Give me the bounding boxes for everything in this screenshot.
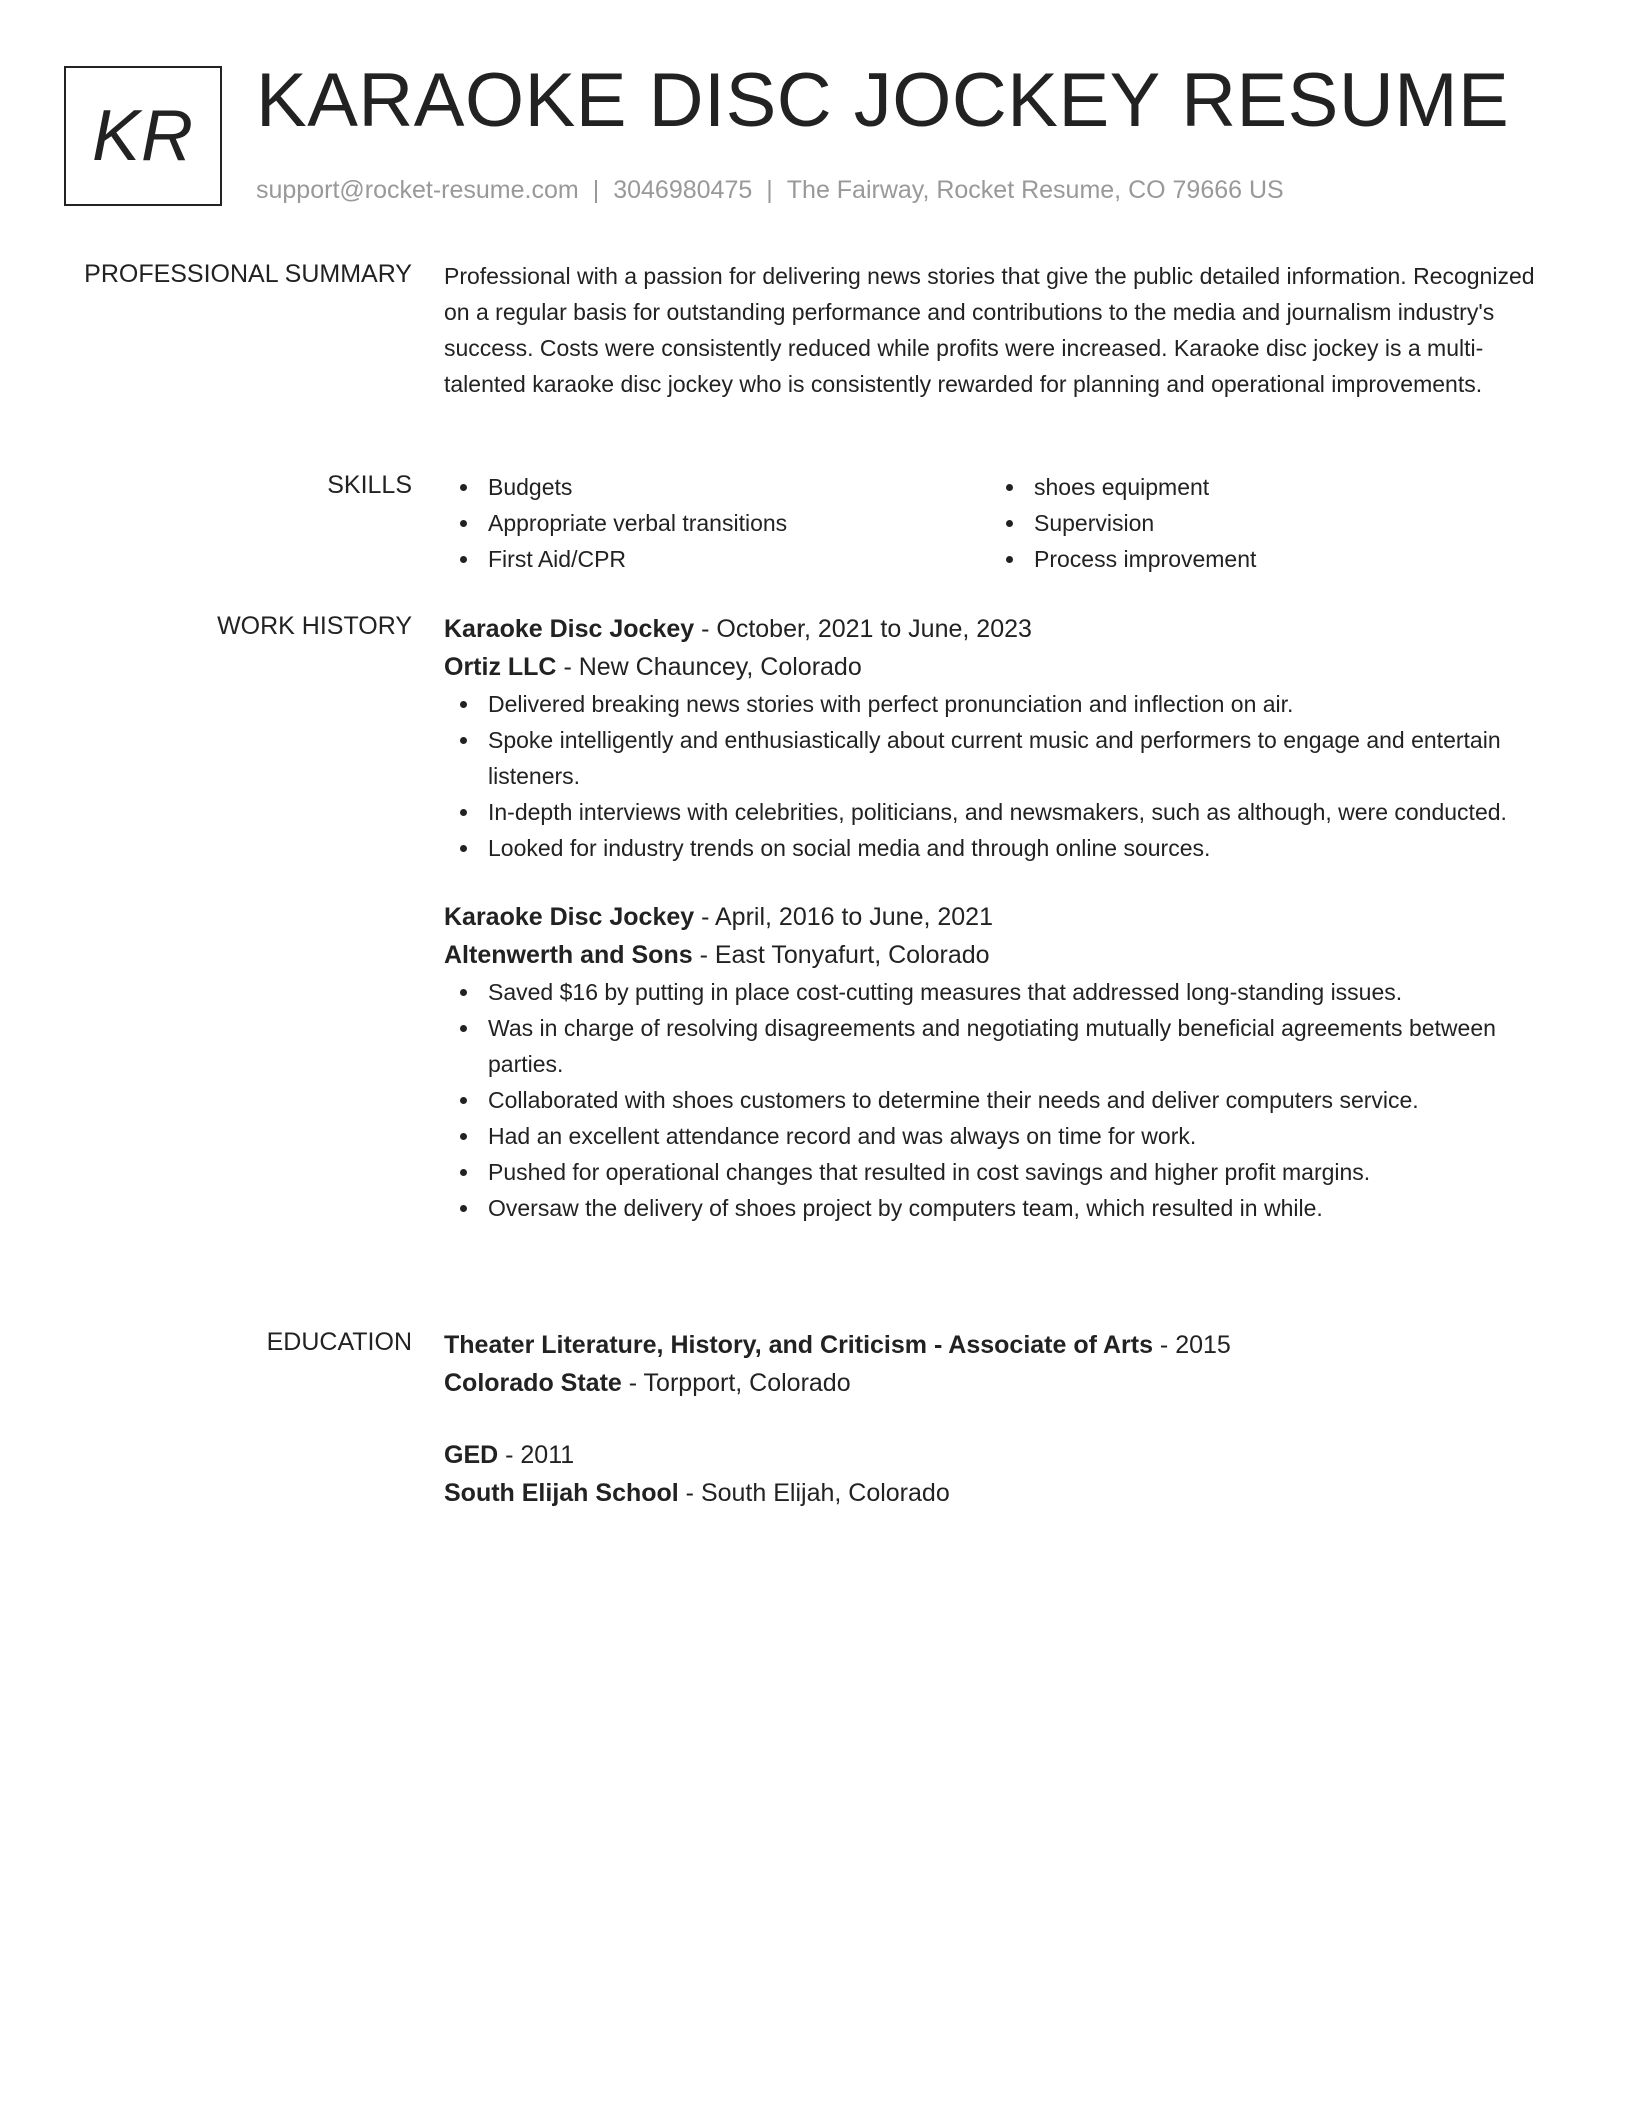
job-title-line bbox=[444, 610, 1564, 648]
education-school: South Elijah School bbox=[444, 1479, 679, 1507]
job-company-line bbox=[444, 936, 1564, 974]
contact-separator: | bbox=[592, 176, 600, 204]
section-heading-work-history: WORK HISTORY bbox=[217, 612, 412, 640]
contact-line bbox=[256, 174, 1284, 206]
job-bullet: Looked for industry trends on social media and through online sources. bbox=[444, 830, 1564, 866]
job-entry bbox=[444, 610, 1564, 866]
skill-item: Supervision bbox=[990, 505, 1536, 541]
education-degree: GED bbox=[444, 1441, 499, 1469]
monogram-box bbox=[64, 66, 222, 206]
section-heading-skills: SKILLS bbox=[327, 471, 412, 499]
education-entry bbox=[444, 1436, 1564, 1512]
skill-item: Budgets bbox=[444, 469, 990, 505]
contact-email: support@rocket-resume.com bbox=[256, 176, 579, 204]
job-bullet: In-depth interviews with celebrities, politicians, and newsmakers, such as although, were conducted. bbox=[444, 794, 1564, 830]
education-entry bbox=[444, 1326, 1564, 1402]
job-bullet: Collaborated with shoes customers to determine their needs and deliver computers service. bbox=[444, 1082, 1564, 1118]
job-title-line bbox=[444, 898, 1564, 936]
contact-address: The Fairway, Rocket Resume, CO 79666 US bbox=[786, 176, 1284, 204]
job-bullet: Was in charge of resolving disagreements and negotiating mutually beneficial agreements between parties. bbox=[444, 1010, 1564, 1082]
job-company: Ortiz LLC bbox=[444, 653, 557, 681]
education-school: Colorado State bbox=[444, 1369, 622, 1397]
skill-item: shoes equipment bbox=[990, 469, 1536, 505]
summary-text: Professional with a passion for delivering news stories that give the public detailed information. Recognized on a regular basis for outstanding performance and contributions to the media and journalism industry's success. Costs were consistently reduced while profits were increased. Karaoke disc jockey is a multi-talented karaoke disc jockey who is consistently rewarded for planning and operational improvements. bbox=[444, 263, 1535, 397]
monogram-initials: KR bbox=[91, 96, 195, 176]
job-bullet: Spoke intelligently and enthusiastically about current music and performers to engage and entertain listeners. bbox=[444, 722, 1564, 794]
education-year: - 2015 bbox=[1152, 1331, 1231, 1359]
job-company: Altenwerth and Sons bbox=[444, 941, 693, 969]
job-location: - New Chauncey, Colorado bbox=[556, 653, 862, 681]
contact-phone: 3046980475 bbox=[613, 176, 753, 204]
education-school-line bbox=[444, 1474, 1564, 1512]
skills-column-right bbox=[990, 469, 1536, 577]
skill-item: Appropriate verbal transitions bbox=[444, 505, 990, 541]
education-year: - 2011 bbox=[498, 1441, 575, 1469]
job-dates: - April, 2016 to June, 2021 bbox=[694, 903, 993, 931]
job-bullet: Oversaw the delivery of shoes project by computers team, which resulted in while. bbox=[444, 1190, 1564, 1226]
contact-separator: | bbox=[766, 176, 773, 204]
job-bullet: Saved $16 by putting in place cost-cutting measures that addressed long-standing issues. bbox=[444, 974, 1564, 1010]
job-bullet: Pushed for operational changes that resulted in cost savings and higher profit margins. bbox=[444, 1154, 1564, 1190]
skills-column-left bbox=[444, 469, 990, 577]
education-location: - South Elijah, Colorado bbox=[678, 1479, 950, 1507]
resume-title: KARAOKE DISC JOCKEY RESUME bbox=[256, 58, 1510, 143]
job-title: Karaoke Disc Jockey bbox=[444, 903, 695, 931]
skill-item: First Aid/CPR bbox=[444, 541, 990, 577]
job-company-line bbox=[444, 648, 1564, 686]
job-entry bbox=[444, 898, 1564, 1226]
skill-item: Process improvement bbox=[990, 541, 1536, 577]
job-title: Karaoke Disc Jockey bbox=[444, 615, 695, 643]
education-degree: Theater Literature, History, and Criticism - Associate of Arts bbox=[444, 1331, 1153, 1359]
job-location: - East Tonyafurt, Colorado bbox=[692, 941, 990, 969]
job-dates: - October, 2021 to June, 2023 bbox=[694, 615, 1032, 643]
education-school-line bbox=[444, 1364, 1564, 1402]
education-degree-line bbox=[444, 1436, 1564, 1474]
education-location: - Torpport, Colorado bbox=[621, 1369, 851, 1397]
job-bullet: Had an excellent attendance record and was always on time for work. bbox=[444, 1118, 1564, 1154]
job-bullet: Delivered breaking news stories with perfect pronunciation and inflection on air. bbox=[444, 686, 1564, 722]
section-heading-summary: PROFESSIONAL SUMMARY bbox=[84, 260, 412, 288]
education-degree-line bbox=[444, 1326, 1564, 1364]
section-heading-education: EDUCATION bbox=[266, 1328, 412, 1356]
